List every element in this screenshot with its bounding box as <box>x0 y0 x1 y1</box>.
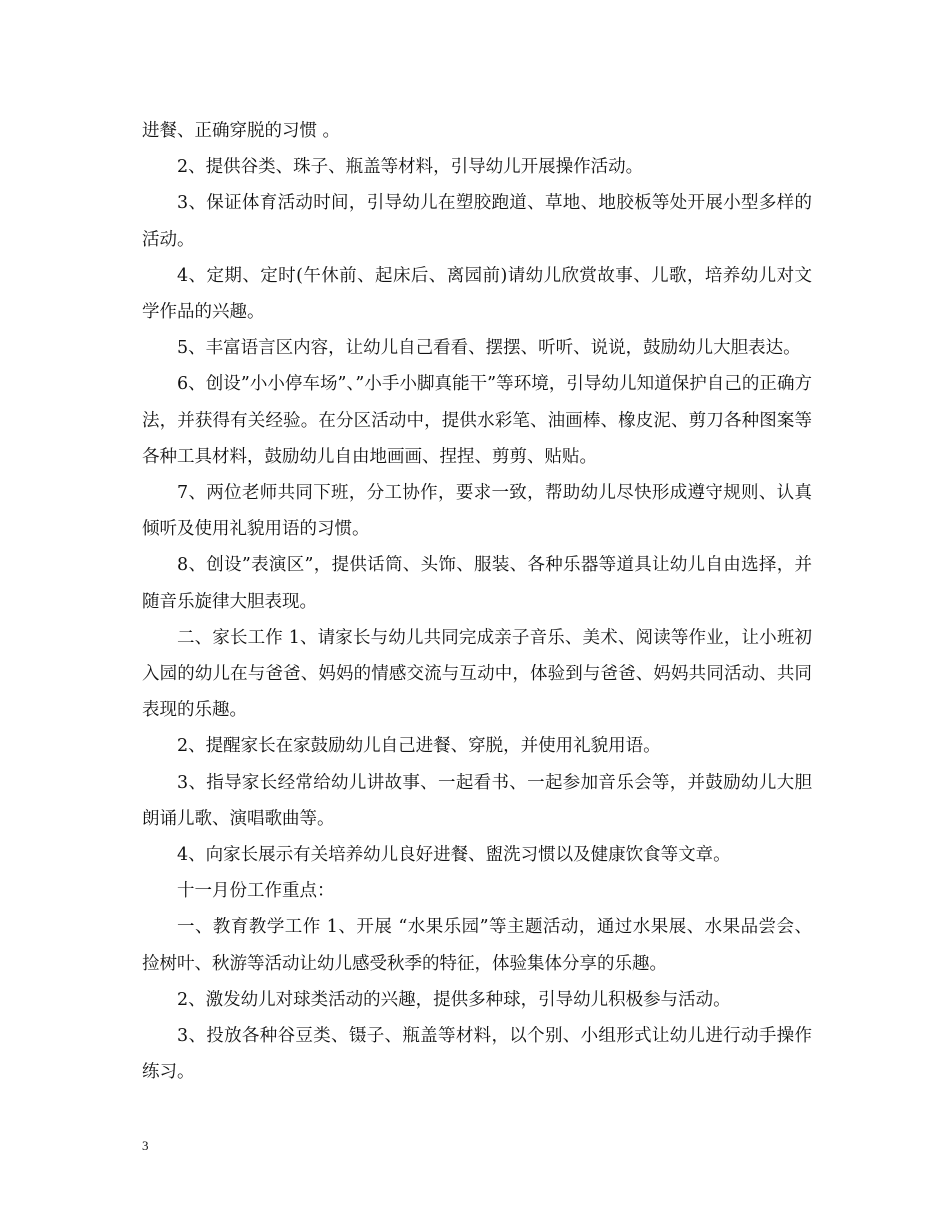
paragraph: 二、家长工作 1、请家长与幼儿共同完成亲子音乐、美术、阅读等作业，让小班初入园的幼儿在与爸爸、妈妈的情感交流与互动中，体验到与爸爸、妈妈共同活动、共同表现的乐趣。 <box>142 627 812 721</box>
paragraph: 2、提醒家长在家鼓励幼儿自己进餐、穿脱，并使用礼貌用语。 <box>177 736 661 757</box>
paragraph: 2、提供谷类、珠子、瓶盖等材料，引导幼儿开展操作活动。 <box>177 157 644 178</box>
page-number: 3 <box>142 1138 149 1153</box>
paragraph: 8、创设”表演区”，提供话筒、头饰、服装、各种乐器等道具让幼儿自由选择，并随音乐旋律大胆表现。 <box>142 555 812 612</box>
document-body <box>142 113 812 1090</box>
paragraph: 2、激发幼儿对球类活动的兴趣，提供多种球，引导幼儿积极参与活动。 <box>177 989 731 1010</box>
paragraph: 一、教育教学工作 1、开展 “水果乐园”等主题活动，通过水果展、水果品尝会、捡树叶、秋游等活动让幼儿感受秋季的特征，体验集体分享的乐趣。 <box>142 917 812 974</box>
paragraph: 4、向家长展示有关培养幼儿良好进餐、盥洗习惯以及健康饮食等文章。 <box>177 845 731 866</box>
paragraph: 3、投放各种谷豆类、镊子、瓶盖等材料，以个别、小组形式让幼儿进行动手操作练习。 <box>142 1026 812 1083</box>
paragraph: 7、两位老师共同下班，分工协作，要求一致，帮助幼儿尽快形成遵守规则、认真倾听及使用礼貌用语的习惯。 <box>142 483 812 540</box>
paragraph: 4、定期、定时(午休前、起床后、离园前)请幼儿欣赏故事、儿歌，培养幼儿对文学作品的兴趣。 <box>142 265 812 323</box>
section-heading: 十一月份工作重点： <box>177 881 335 902</box>
paragraph: 6、创设”小小停车场”、”小手小脚真能干”等环境，引导幼儿知道保护自己的正确方法，并获得有关经验。在分区活动中，提供水彩笔、油画棒、橡皮泥、剪刀各种图案等各种工具材料，鼓励幼儿自由地画画、捏捏、剪剪、贴贴。 <box>142 374 812 467</box>
paragraph: 3、保证体育活动时间，引导幼儿在塑胶跑道、草地、地胶板等处开展小型多样的活动。 <box>142 193 812 250</box>
paragraph: 3、指导家长经常给幼儿讲故事、一起看书、一起参加音乐会等，并鼓励幼儿大胆朗诵儿歌、演唱歌曲等。 <box>142 772 812 829</box>
paragraph: 进餐、正确穿脱的习惯 。 <box>142 121 341 141</box>
paragraph: 5、丰富语言区内容，让幼儿自己看看、摆摆、听听、说说，鼓励幼儿大胆表达。 <box>177 338 801 359</box>
